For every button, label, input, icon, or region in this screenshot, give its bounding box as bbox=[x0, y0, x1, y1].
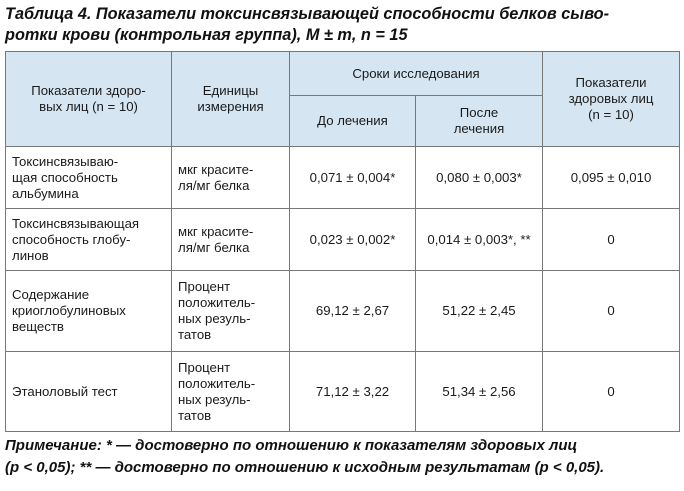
value-before: 0,071 ± 0,004* bbox=[290, 147, 416, 209]
value-before: 71,12 ± 3,22 bbox=[290, 352, 416, 432]
table-note bbox=[5, 435, 679, 479]
header-study-periods: Сроки исследования bbox=[290, 52, 543, 96]
caption-line-2: ротки крови (контрольная группа), M ± m, n = 15 bbox=[5, 26, 408, 44]
value-before: 0,023 ± 0,002* bbox=[290, 209, 416, 271]
table-row bbox=[6, 352, 680, 432]
data-table bbox=[5, 51, 680, 432]
row-unit: Процент положитель- ных резуль- татов bbox=[172, 271, 290, 352]
row-unit: мкг красите- ля/мг белка bbox=[172, 209, 290, 271]
caption-line-1: Таблица 4. Показатели токсинсвязывающей способности белков сыво- bbox=[5, 5, 609, 23]
table-row bbox=[6, 147, 680, 209]
row-name: Содержание криоглобулиновых веществ bbox=[6, 271, 172, 352]
header-after-treatment: После лечения bbox=[416, 96, 543, 147]
row-unit: Процент положитель- ных резуль- татов bbox=[172, 352, 290, 432]
header-before-treatment: До лечения bbox=[290, 96, 416, 147]
row-name: Этаноловый тест bbox=[6, 352, 172, 432]
header-units: Единицы измерения bbox=[172, 52, 290, 147]
header-healthy: Показатели здоровых лиц (n = 10) bbox=[543, 52, 680, 147]
note-line-1: Примечание: * — достоверно по отношению к показателям здоровых лиц bbox=[5, 437, 578, 454]
value-healthy: 0 bbox=[543, 209, 680, 271]
row-name: Токсинсвязывающая способность глобу- линов bbox=[6, 209, 172, 271]
table-row bbox=[6, 271, 680, 352]
table-row bbox=[6, 209, 680, 271]
value-after: 51,22 ± 2,45 bbox=[416, 271, 543, 352]
header-indicators: Показатели здоро- вых лиц (n = 10) bbox=[6, 52, 172, 147]
row-unit: мкг красите- ля/мг белка bbox=[172, 147, 290, 209]
value-healthy: 0 bbox=[543, 271, 680, 352]
note-line-2: (р < 0,05); ** — достоверно по отношению к исходным результатам (р < 0,05). bbox=[5, 459, 605, 476]
value-after: 0,080 ± 0,003* bbox=[416, 147, 543, 209]
value-after: 0,014 ± 0,003*, ** bbox=[416, 209, 543, 271]
row-name: Токсинсвязываю- щая способность альбумина bbox=[6, 147, 172, 209]
value-after: 51,34 ± 2,56 bbox=[416, 352, 543, 432]
table-caption bbox=[5, 4, 679, 46]
value-healthy: 0,095 ± 0,010 bbox=[543, 147, 680, 209]
value-before: 69,12 ± 2,67 bbox=[290, 271, 416, 352]
value-healthy: 0 bbox=[543, 352, 680, 432]
